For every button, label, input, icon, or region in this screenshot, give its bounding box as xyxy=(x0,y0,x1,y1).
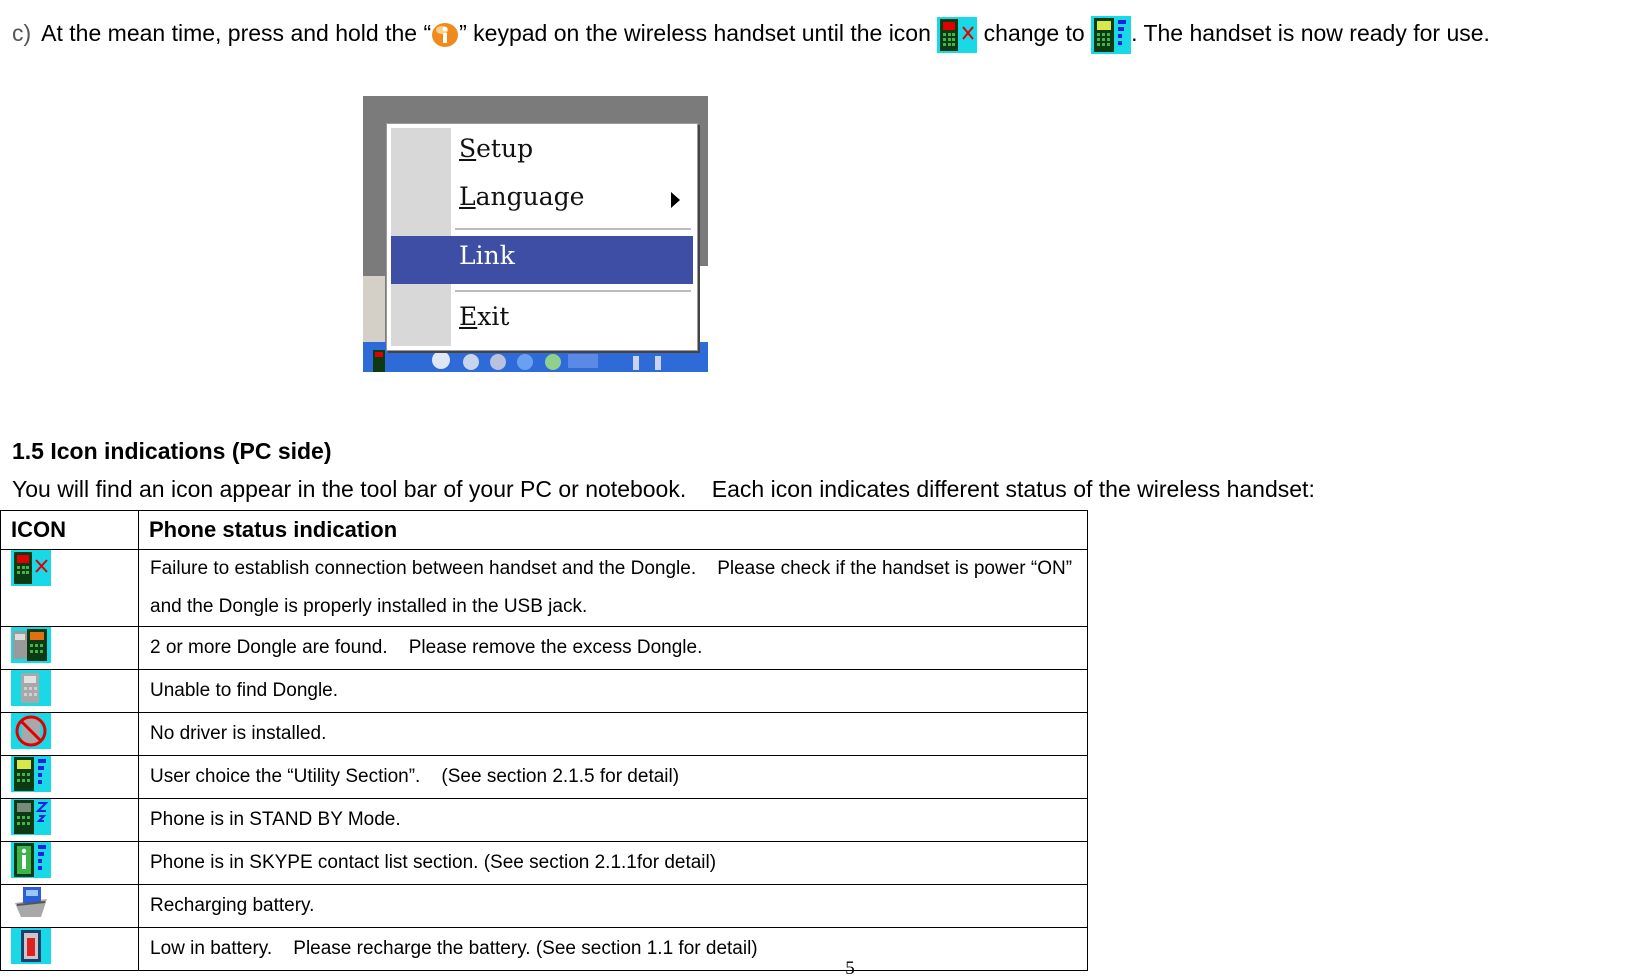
page-number: 5 xyxy=(845,958,855,979)
header-status: Phone status indication xyxy=(139,511,1088,550)
status-description: Unable to find Dongle. xyxy=(139,670,1088,713)
submenu-arrow-icon xyxy=(671,192,680,208)
table-row xyxy=(1,670,1088,713)
step-marker: c) xyxy=(12,20,32,47)
status-description: Recharging battery. xyxy=(139,885,1088,928)
menu-item-exit[interactable]: Exit xyxy=(459,302,510,331)
context-menu xyxy=(386,123,698,351)
skype-contact-icon xyxy=(11,842,51,878)
menu-item-link[interactable]: Link xyxy=(459,241,515,270)
section-heading: 1.5 Icon indications (PC side) xyxy=(12,438,332,464)
table-row xyxy=(1,756,1088,799)
icon-indications-table xyxy=(0,510,1088,971)
multiple-dongle-icon xyxy=(11,627,51,663)
instruction-step-c xyxy=(12,16,1622,54)
status-description: Low in battery. Please recharge the battery. (See section 1.1 for detail) xyxy=(139,928,1088,971)
status-description: Phone is in SKYPE contact list section. (See section 2.1.1for detail) xyxy=(139,842,1088,885)
step-text-4: . The handset is now ready for use. xyxy=(1131,20,1490,47)
menu-item-setup[interactable]: Setup xyxy=(459,134,534,163)
utility-section-icon xyxy=(11,756,51,792)
step-text-1: At the mean time, press and hold the “ xyxy=(41,20,432,47)
table-row xyxy=(1,550,1088,627)
standby-icon xyxy=(11,799,51,835)
screenshot-window-edge xyxy=(363,276,385,346)
table-row xyxy=(1,799,1088,842)
menu-highlight xyxy=(391,236,693,284)
recharging-battery-icon xyxy=(11,885,51,921)
no-driver-icon xyxy=(11,713,51,749)
status-description: User choice the “Utility Section”. (See section 2.1.5 for detail) xyxy=(139,756,1088,799)
table-row xyxy=(1,885,1088,928)
table-row xyxy=(1,842,1088,885)
table-row xyxy=(1,713,1088,756)
handset-disconnected-icon xyxy=(11,550,51,586)
status-description: Phone is in STAND BY Mode. xyxy=(139,799,1088,842)
menu-item-language[interactable]: Language xyxy=(459,182,585,211)
status-description: 2 or more Dongle are found. Please remove the excess Dongle. xyxy=(139,627,1088,670)
status-description: No driver is installed. xyxy=(139,713,1088,756)
step-text-3: change to xyxy=(983,20,1085,47)
screenshot-window-edge-right xyxy=(698,266,708,346)
info-keypad-icon xyxy=(431,22,459,48)
menu-separator xyxy=(455,290,691,292)
context-menu-screenshot xyxy=(363,96,708,372)
section-intro: You will find an icon appear in the tool bar of your PC or notebook. Each icon indicates different status of the wireless handset: xyxy=(12,476,1315,502)
menu-separator xyxy=(455,228,691,230)
handset-disconnected-icon xyxy=(937,17,977,53)
dongle-not-found-icon xyxy=(11,670,51,706)
header-icon: ICON xyxy=(1,511,139,550)
handset-connected-icon xyxy=(1091,16,1131,54)
table-header-row xyxy=(1,511,1088,550)
step-text-2: ” keypad on the wireless handset until the icon xyxy=(459,20,931,47)
status-description: Failure to establish connection between handset and the Dongle. Please check if the handset is power “ON” and the Dongle is properly installed in the USB jack. xyxy=(139,550,1088,627)
table-row xyxy=(1,627,1088,670)
